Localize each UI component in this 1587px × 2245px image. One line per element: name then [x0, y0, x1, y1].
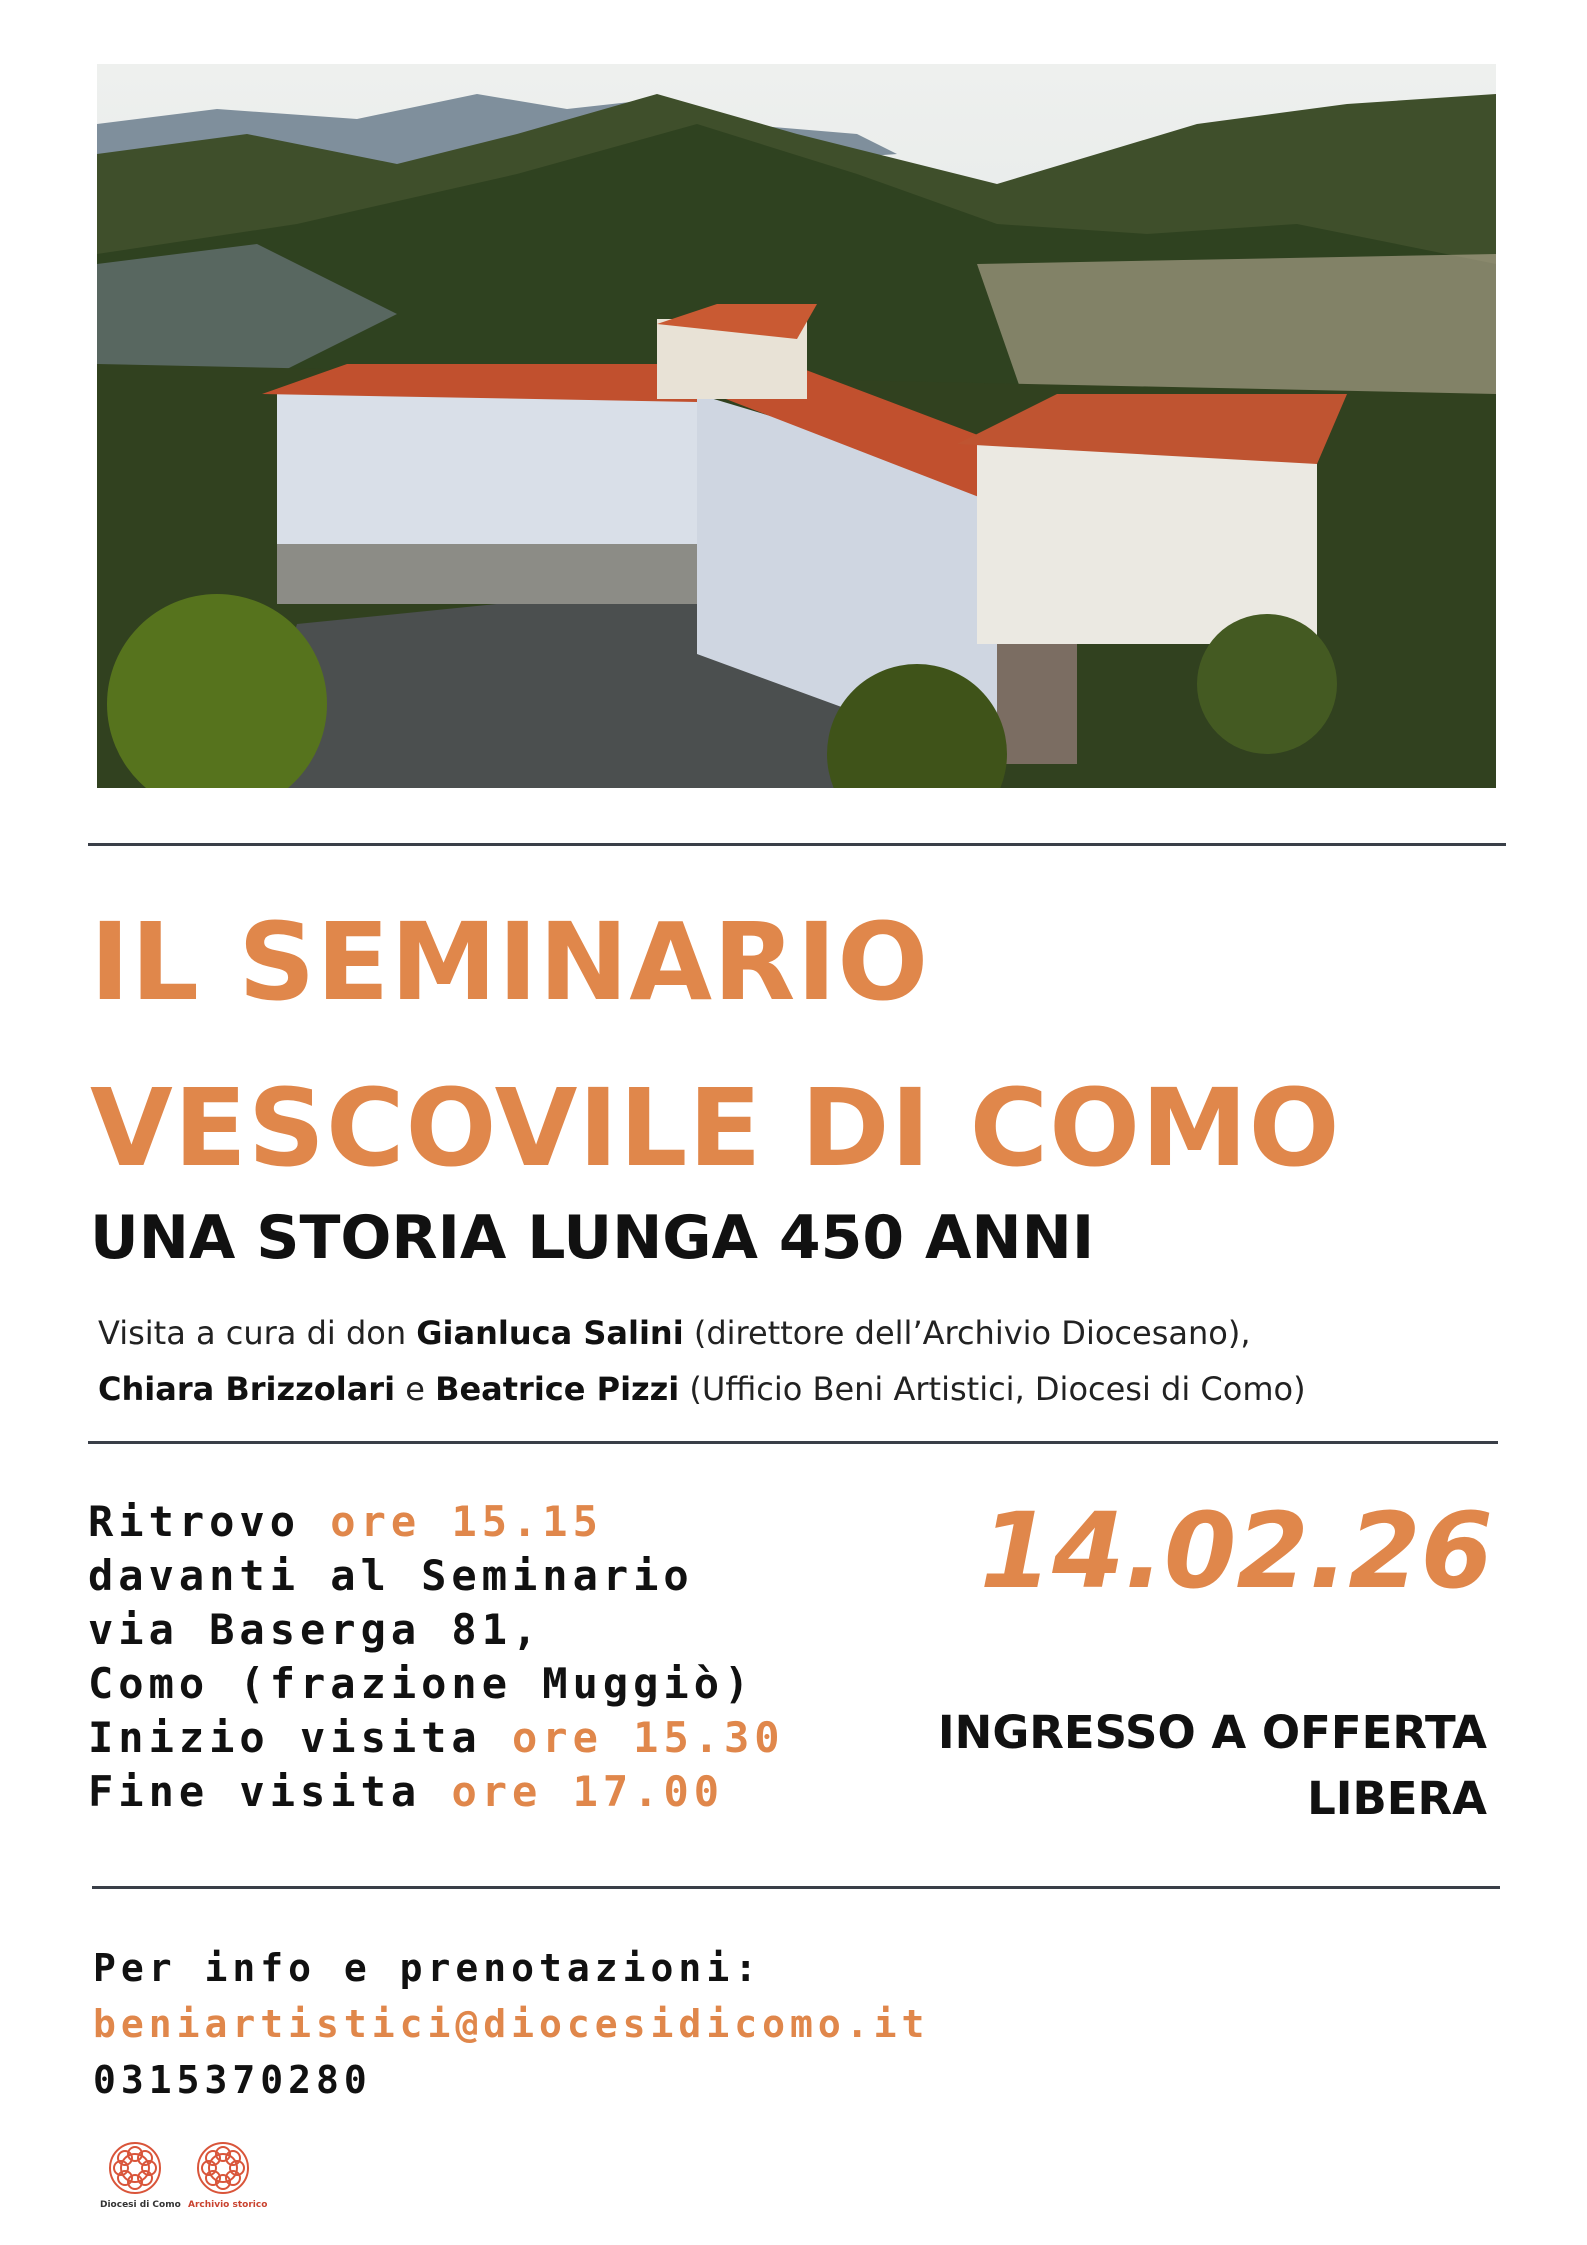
end-line: [88, 1765, 785, 1819]
archive-logo-caption: Archivio storico: [188, 2200, 268, 2210]
guide-credits: [98, 1305, 1306, 1417]
credits-line-2: [98, 1361, 1306, 1417]
guide-name-1: Gianluca Salini: [416, 1314, 684, 1352]
divider-top: [88, 843, 1506, 846]
divider-bottom: [92, 1886, 1500, 1889]
title-line-1: IL SEMINARIO: [90, 901, 930, 1025]
contact-phone[interactable]: 0315370280: [93, 2058, 372, 2102]
archive-rosette-icon: [195, 2140, 251, 2196]
divider-middle: [88, 1441, 1498, 1444]
guide-name-2: Chiara Brizzolari: [98, 1370, 396, 1408]
meeting-time: ore 15.15: [330, 1497, 603, 1546]
contact-info: [93, 1940, 929, 2108]
place-line-3: Como (frazione Muggiò): [88, 1659, 755, 1708]
credits-connector: e: [395, 1370, 436, 1408]
guide-role-2: (Ufficio Beni Artistici, Diocesi di Como): [679, 1370, 1306, 1408]
offer-line-2: LIBERA: [1307, 1772, 1487, 1825]
meeting-line: [88, 1495, 785, 1549]
credits-intro: Visita a cura di don: [98, 1314, 417, 1352]
seminary-aerial-photo: [97, 64, 1496, 788]
place-line-2: via Baserga 81,: [88, 1605, 543, 1654]
start-label: Inizio visita: [88, 1713, 513, 1762]
diocese-logo-caption: Diocesi di Como: [100, 2200, 181, 2210]
archive-logo: [188, 2140, 268, 2210]
title-line-2: VESCOVILE DI COMO: [90, 1067, 1341, 1191]
meeting-label: Ritrovo: [88, 1497, 331, 1546]
place-line-1: davanti al Seminario: [88, 1551, 694, 1600]
event-subtitle: UNA STORIA LUNGA 450 ANNI: [90, 1203, 1095, 1273]
guide-role-1: (direttore dell’Archivio Diocesano),: [683, 1314, 1251, 1352]
start-time: ore 15.30: [512, 1713, 785, 1762]
event-date: 14.02.26: [979, 1490, 1493, 1612]
guide-name-3: Beatrice Pizzi: [435, 1370, 680, 1408]
credits-line-1: [98, 1305, 1306, 1361]
contact-email[interactable]: beniartistici@diocesidicomo.it: [93, 2002, 930, 2046]
start-line: [88, 1711, 785, 1765]
offer-line-1: INGRESSO A OFFERTA: [937, 1706, 1487, 1759]
info-label: Per info e prenotazioni:: [93, 1946, 763, 1990]
diocese-logo: [100, 2140, 181, 2210]
diocese-rosette-icon: [107, 2140, 163, 2196]
end-label: Fine visita: [88, 1767, 452, 1816]
end-time: ore 17.00: [451, 1767, 725, 1816]
logos-row: [100, 2140, 268, 2210]
visit-details: [88, 1495, 785, 1819]
event-title: [90, 880, 1341, 1212]
entry-fee-note: [938, 1700, 1487, 1832]
